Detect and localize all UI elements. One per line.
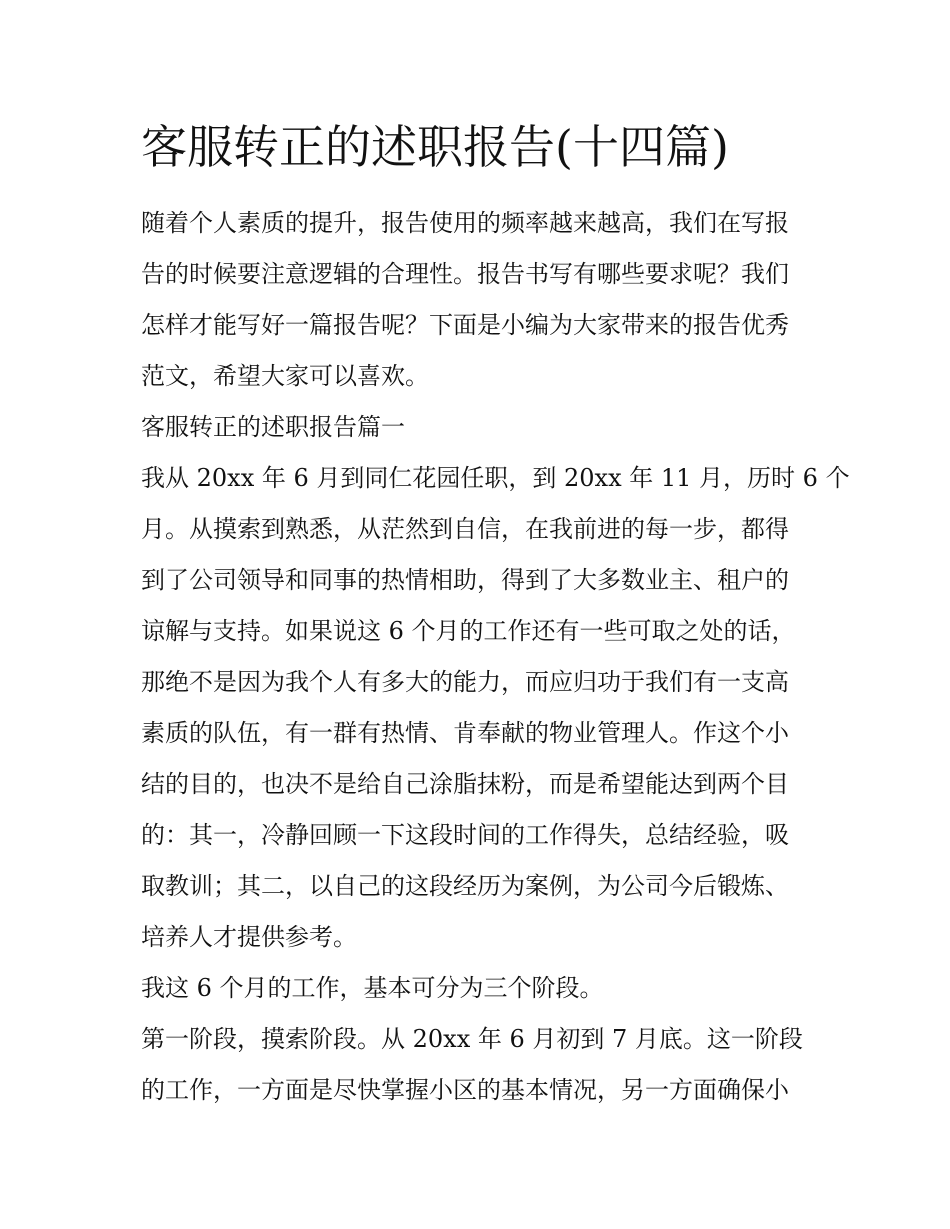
text-line: 取教训；其二，以自己的这段经历为案例，为公司今后锻炼、 xyxy=(141,872,789,900)
document-title: 客服转正的述职报告(十四篇) xyxy=(141,120,729,174)
text-line: 第一阶段，摸索阶段。从 20xx 年 6 月初到 7 月底。这一阶段 xyxy=(141,1025,803,1053)
text-line: 月。从摸索到熟悉，从茫然到自信，在我前进的每一步，都得 xyxy=(141,515,789,543)
text-line: 范文，希望大家可以喜欢。 xyxy=(141,362,429,390)
text-line: 谅解与支持。如果说这 6 个月的工作还有一些可取之处的话， xyxy=(141,617,796,645)
text-line: 那绝不是因为我个人有多大的能力，而应归功于我们有一支高 xyxy=(141,668,789,696)
text-line: 怎样才能写好一篇报告呢？下面是小编为大家带来的报告优秀 xyxy=(141,311,789,339)
text-line: 培养人才提供参考。 xyxy=(141,923,357,951)
section-heading: 客服转正的述职报告篇一 xyxy=(141,413,405,441)
document-body xyxy=(141,112,850,1116)
text-line: 随着个人素质的提升，报告使用的频率越来越高，我们在写报 xyxy=(141,209,789,237)
text-line: 告的时候要注意逻辑的合理性。报告书写有哪些要求呢？我们 xyxy=(141,260,789,288)
text-line: 素质的队伍，有一群有热情、肯奉献的物业管理人。作这个小 xyxy=(141,719,789,747)
text-line: 到了公司领导和同事的热情相助，得到了大多数业主、租户的 xyxy=(141,566,789,594)
text-line: 的工作，一方面是尽快掌握小区的基本情况，另一方面确保小 xyxy=(141,1076,789,1104)
text-line: 我这 6 个月的工作，基本可分为三个阶段。 xyxy=(141,974,604,1002)
text-line: 结的目的，也决不是给自己涂脂抹粉，而是希望能达到两个目 xyxy=(141,770,789,798)
text-line: 的：其一，冷静回顾一下这段时间的工作得失，总结经验，吸 xyxy=(141,821,789,849)
text-line: 我从 20xx 年 6 月到同仁花园任职，到 20xx 年 11 月，历时 6 个 xyxy=(141,464,850,492)
